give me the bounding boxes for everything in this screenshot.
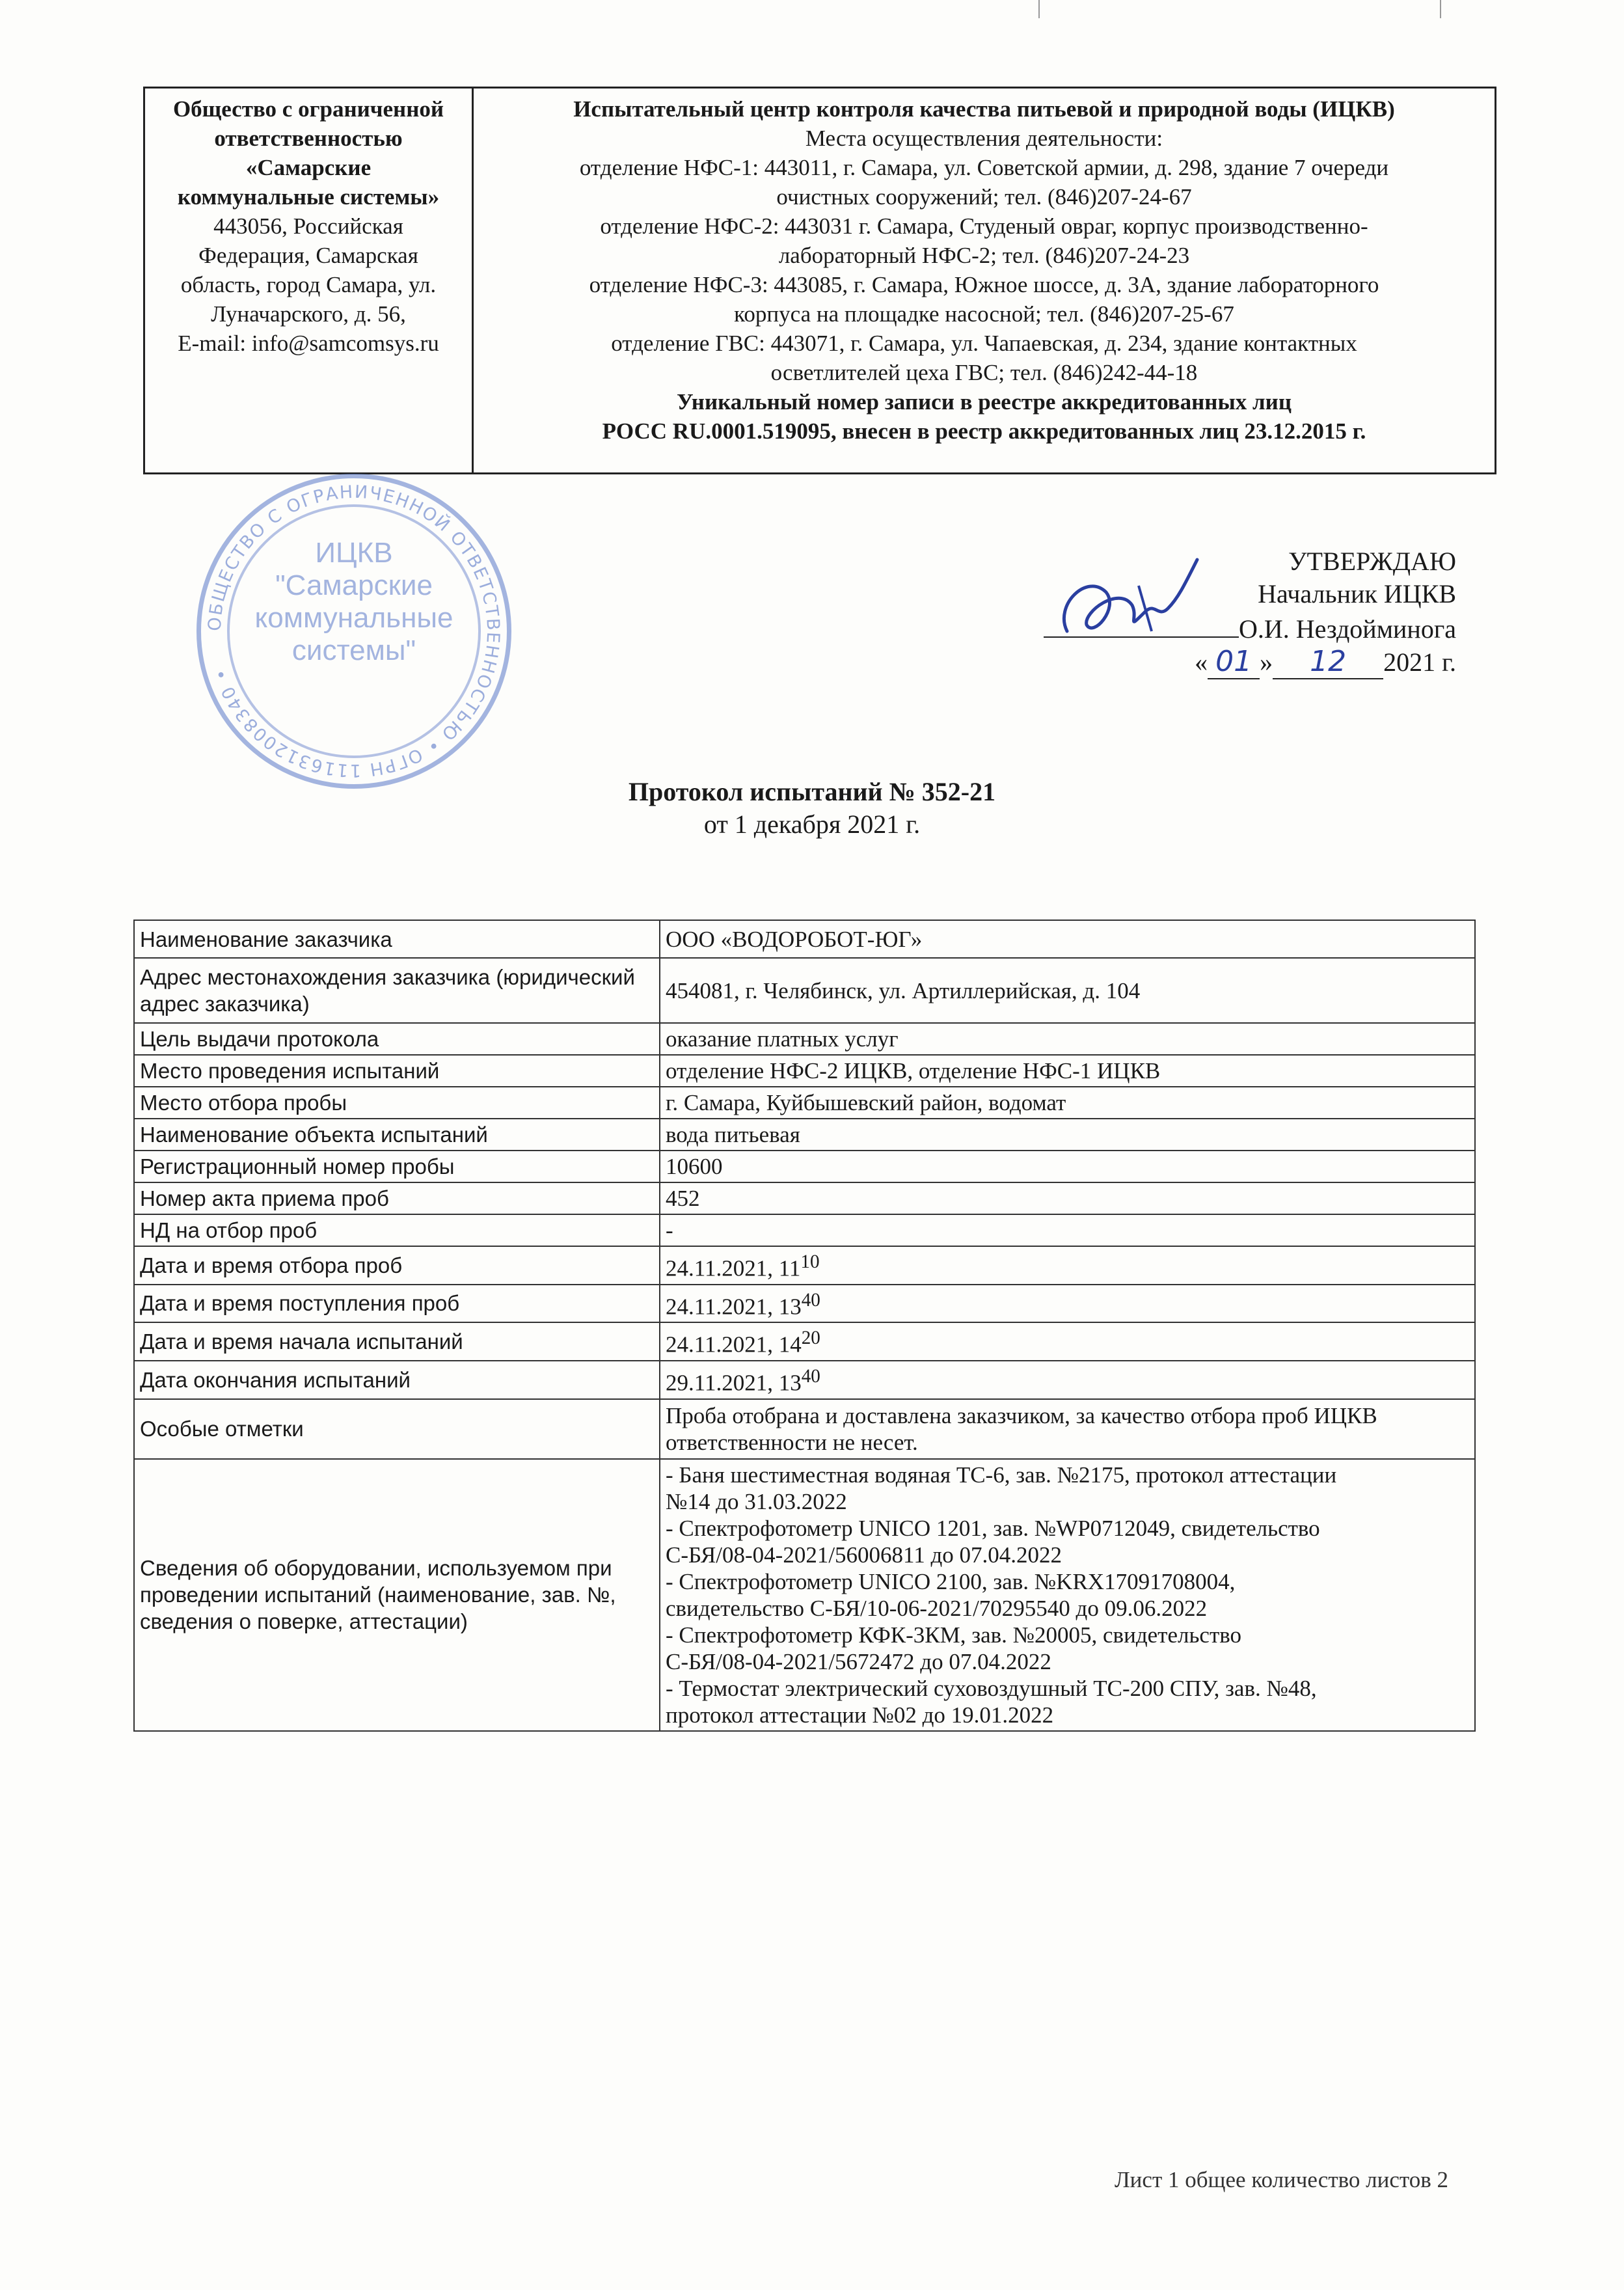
approver-position: Начальник ИЦКВ (1258, 579, 1456, 608)
row-value: 10600 (660, 1151, 1475, 1182)
place-line: корпуса на площадке насосной; тел. (846)207-25-67 (734, 301, 1234, 327)
stamp-center-text (201, 537, 507, 667)
date-value: 24.11.2021, 11 (666, 1255, 801, 1281)
row-label: НД на отбор проб (134, 1214, 660, 1246)
row-value: - (660, 1214, 1475, 1246)
row-value: ООО «ВОДОРОБОТ-ЮГ» (660, 920, 1475, 958)
row-value: Проба отобрана и доставлена заказчиком, за качество отбора проб ИЦКВ ответственности не несет. (660, 1399, 1475, 1459)
table-row (134, 1087, 1475, 1119)
row-label: Место проведения испытаний (134, 1055, 660, 1087)
row-value: 454081, г. Челябинск, ул. Артиллерийская, д. 104 (660, 958, 1475, 1023)
place-line: лабораторный НФС-2; тел. (846)207-24-23 (778, 243, 1190, 268)
row-label: Дата и время начала испытаний (134, 1322, 660, 1361)
equipment-line: С-БЯ/08-04-2021/5672472 до 07.04.2022 (666, 1648, 1051, 1674)
table-row (134, 920, 1475, 958)
protocol-details-table (133, 920, 1476, 1732)
equipment-line: свидетельство С-БЯ/10-06-2021/70295540 до 09.06.2022 (666, 1595, 1208, 1621)
org-address-line: область, город Самара, ул. (180, 272, 437, 297)
place-line: отделение НФС-1: 443011, г. Самара, ул. Советской армии, д. 298, здание 7 очереди (579, 155, 1389, 180)
row-label: Дата и время отбора проб (134, 1246, 660, 1285)
row-value (660, 1246, 1475, 1285)
approval-block (1044, 545, 1456, 679)
org-email: E-mail: info@samcomsys.ru (178, 331, 439, 356)
header-table (143, 87, 1496, 474)
protocol-title-block (0, 776, 1624, 841)
equipment-line: - Спектрофотометр КФК-3КМ, зав. №20005, свидетельство (666, 1622, 1242, 1648)
table-row (134, 1119, 1475, 1151)
row-value: отделение НФС-2 ИЦКВ, отделение НФС-1 ИЦКВ (660, 1055, 1475, 1087)
org-address-line: Луначарского, д. 56, (211, 301, 406, 327)
row-label: Адрес местонахождения заказчика (юридический адрес заказчика) (134, 958, 660, 1023)
row-value: 452 (660, 1182, 1475, 1214)
approval-day: 01 (1208, 646, 1260, 679)
protocol-date: от 1 декабря 2021 г. (703, 810, 921, 839)
equipment-line: С-БЯ/08-04-2021/56006811 до 07.04.2022 (666, 1542, 1062, 1568)
date-value: 24.11.2021, 14 (666, 1331, 802, 1357)
table-row (134, 1023, 1475, 1055)
time-minutes: 40 (801, 1365, 820, 1387)
organization-cell (145, 89, 474, 472)
table-row (134, 1055, 1475, 1087)
org-address-line: 443056, Российская (213, 213, 403, 239)
stamp-line: коммунальные (254, 602, 453, 634)
stamp-line: системы" (291, 634, 416, 666)
table-row (134, 1459, 1475, 1731)
approval-month: 12 (1273, 646, 1383, 679)
row-label: Дата и время поступления проб (134, 1285, 660, 1323)
table-row (134, 958, 1475, 1023)
places-label: Места осуществления деятельности: (805, 126, 1163, 151)
place-line: очистных сооружений; тел. (846)207-24-67 (776, 184, 1192, 210)
testing-center-cell (474, 89, 1495, 472)
place-line: отделение ГВС: 443071, г. Самара, ул. Чапаевская, д. 234, здание контактных (611, 331, 1357, 356)
table-row (134, 1399, 1475, 1459)
place-line: отделение НФС-3: 443085, г. Самара, Южное шоссе, д. 3А, здание лабораторного (589, 272, 1379, 297)
registry-line: РОСС RU.0001.519095, внесен в реестр аккредитованных лиц 23.12.2015 г. (602, 418, 1366, 444)
equipment-list (660, 1459, 1475, 1731)
time-minutes: 40 (801, 1289, 820, 1311)
date-value: 29.11.2021, 13 (666, 1370, 802, 1396)
row-value (660, 1322, 1475, 1361)
protocol-title: Протокол испытаний № 352-21 (628, 777, 996, 806)
row-label: Номер акта приема проб (134, 1182, 660, 1214)
table-row (134, 1182, 1475, 1214)
approve-word: УТВЕРЖДАЮ (1288, 547, 1456, 576)
scan-mark (1440, 0, 1441, 18)
org-name-line: коммунальные системы» (177, 184, 440, 210)
table-row (134, 1361, 1475, 1399)
org-name-line: «Самарские (245, 155, 372, 180)
equipment-line: - Баня шестиместная водяная ТС-6, зав. №2175, протокол аттестации (666, 1462, 1337, 1488)
equipment-line: протокол аттестации №02 до 19.01.2022 (666, 1702, 1054, 1728)
quote-open: « (1195, 647, 1208, 677)
row-value: оказание платных услуг (660, 1023, 1475, 1055)
registry-line: Уникальный номер записи в реестре аккредитованных лиц (676, 389, 1292, 415)
row-label: Особые отметки (134, 1399, 660, 1459)
table-row (134, 1151, 1475, 1182)
row-value: вода питьевая (660, 1119, 1475, 1151)
row-value (660, 1361, 1475, 1399)
signature-line (1044, 610, 1239, 638)
page-footer: Лист 1 общее количество листов 2 (1114, 2167, 1448, 2192)
org-name-line: Общество с ограниченной (172, 96, 444, 122)
row-label: Сведения об оборудовании, используемом при проведении испытаний (наименование, зав. №, сведения о поверке, аттестации) (134, 1459, 660, 1731)
date-value: 24.11.2021, 13 (666, 1294, 802, 1320)
table-row (134, 1214, 1475, 1246)
row-label: Место отбора пробы (134, 1087, 660, 1119)
place-line: осветлителей цеха ГВС; тел. (846)242-44-18 (770, 360, 1198, 385)
row-label: Наименование объекта испытаний (134, 1119, 660, 1151)
row-value (660, 1285, 1475, 1323)
stamp-line: ИЦКВ (315, 537, 393, 569)
row-value: г. Самара, Куйбышевский район, водомат (660, 1087, 1475, 1119)
organization-stamp (196, 474, 511, 789)
row-label: Дата окончания испытаний (134, 1361, 660, 1399)
time-minutes: 10 (800, 1251, 820, 1272)
org-name-line: ответственностью (214, 126, 403, 151)
center-title: Испытательный центр контроля качества питьевой и природной воды (ИЦКВ) (573, 96, 1395, 122)
stamp-ring-label: ОБЩЕСТВО С ОГРАНИЧЕННОЙ ОТВЕТСТВЕННОСТЬЮ • ОГРН 1116312008340 • (204, 482, 504, 781)
approver-name-line (1044, 610, 1456, 646)
place-line: отделение НФС-2: 443031 г. Самара, Студеный овраг, корпус производственно- (600, 213, 1368, 239)
table-row (134, 1322, 1475, 1361)
scan-mark (1038, 0, 1040, 18)
equipment-line: - Термостат электрический суховоздушный ТС-200 СПУ, зав. №48, (666, 1675, 1317, 1701)
quote-close: » (1260, 647, 1273, 677)
approval-date (1044, 646, 1456, 679)
org-address-line: Федерация, Самарская (198, 243, 418, 268)
row-label: Регистрационный номер пробы (134, 1151, 660, 1182)
approver-name: О.И. Нездойминога (1238, 614, 1456, 644)
stamp-line: "Самарские (275, 569, 433, 601)
row-label: Наименование заказчика (134, 920, 660, 958)
table-row (134, 1246, 1475, 1285)
approval-year: 2021 г. (1383, 647, 1456, 677)
equipment-line: - Спектрофотометр UNICO 2100, зав. №KRX17091708004, (666, 1568, 1236, 1594)
row-label: Цель выдачи протокола (134, 1023, 660, 1055)
equipment-line: - Спектрофотометр UNICO 1201, зав. №WP0712049, свидетельство (666, 1515, 1320, 1541)
equipment-line: №14 до 31.03.2022 (666, 1488, 847, 1514)
time-minutes: 20 (801, 1328, 820, 1349)
table-row (134, 1285, 1475, 1323)
